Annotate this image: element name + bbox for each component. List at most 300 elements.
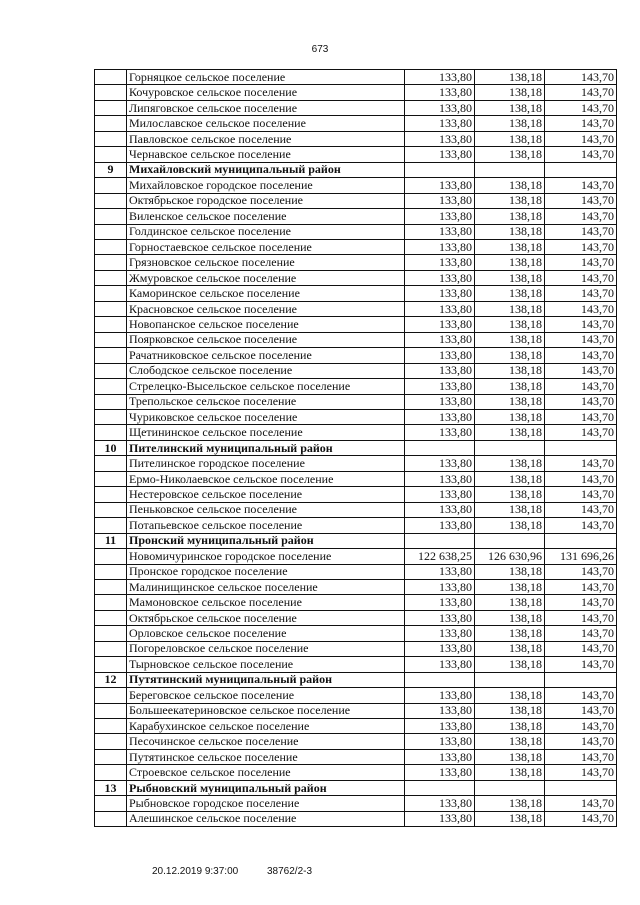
row-number-cell: [95, 518, 127, 533]
value-cell-3: 143,70: [545, 626, 617, 641]
settlement-name-cell: Тырновское сельское поселение: [127, 657, 405, 672]
settlement-row: [95, 239, 617, 254]
settlement-row: [95, 131, 617, 146]
value-cell-2: 138,18: [475, 178, 545, 193]
settlement-row: [95, 70, 617, 85]
value-cell-1: 133,80: [405, 641, 475, 656]
settlement-row: [95, 332, 617, 347]
settlement-row: [95, 626, 617, 641]
row-number-cell: [95, 765, 127, 780]
value-cell-3: 143,70: [545, 147, 617, 162]
value-cell-3: 143,70: [545, 394, 617, 409]
settlement-name-cell: Октябрьское сельское поселение: [127, 610, 405, 625]
settlement-row: [95, 549, 617, 564]
row-number-cell: [95, 425, 127, 440]
settlement-row: [95, 224, 617, 239]
settlement-name-cell: Пеньковское сельское поселение: [127, 502, 405, 517]
settlement-name-cell: Поярковское сельское поселение: [127, 332, 405, 347]
row-number-cell: [95, 270, 127, 285]
settlement-row: [95, 178, 617, 193]
value-cell-3: [545, 780, 617, 795]
settlement-row: [95, 641, 617, 656]
value-cell-2: 138,18: [475, 286, 545, 301]
settlement-row: [95, 749, 617, 764]
row-number-cell: [95, 719, 127, 734]
settlement-row: [95, 719, 617, 734]
row-number-cell: [95, 641, 127, 656]
row-number-cell: [95, 703, 127, 718]
row-number-cell: [95, 394, 127, 409]
row-number-cell: [95, 688, 127, 703]
settlement-row: [95, 100, 617, 115]
settlement-name-cell: Алешинское сельское поселение: [127, 811, 405, 826]
settlement-name-cell: Виленское сельское поселение: [127, 209, 405, 224]
value-cell-2: 138,18: [475, 688, 545, 703]
settlement-name-cell: Новомичуринское городское поселение: [127, 549, 405, 564]
value-cell-1: 133,80: [405, 348, 475, 363]
settlement-name-cell: Грязновское сельское поселение: [127, 255, 405, 270]
value-cell-1: 133,80: [405, 239, 475, 254]
value-cell-2: 138,18: [475, 734, 545, 749]
settlement-row: [95, 657, 617, 672]
row-number-cell: [95, 301, 127, 316]
value-cell-1: 133,80: [405, 564, 475, 579]
value-cell-1: 133,80: [405, 255, 475, 270]
value-cell-2: 138,18: [475, 502, 545, 517]
value-cell-3: 143,70: [545, 209, 617, 224]
settlement-name-cell: Ермо-Николаевское сельское поселение: [127, 471, 405, 486]
value-cell-2: 138,18: [475, 641, 545, 656]
settlement-name-cell: Слободское сельское поселение: [127, 363, 405, 378]
value-cell-1: 133,80: [405, 502, 475, 517]
row-number-cell: [95, 332, 127, 347]
settlement-row: [95, 209, 617, 224]
value-cell-3: 143,70: [545, 471, 617, 486]
value-cell-1: 133,80: [405, 610, 475, 625]
settlement-name-cell: Горностаевское сельское поселение: [127, 239, 405, 254]
settlement-row: [95, 502, 617, 517]
row-number-cell: 13: [95, 780, 127, 795]
value-cell-2: [475, 440, 545, 455]
value-cell-3: 143,70: [545, 765, 617, 780]
value-cell-2: 138,18: [475, 239, 545, 254]
value-cell-2: 138,18: [475, 131, 545, 146]
value-cell-3: 143,70: [545, 286, 617, 301]
value-cell-1: 133,80: [405, 178, 475, 193]
value-cell-2: [475, 780, 545, 795]
value-cell-1: 133,80: [405, 425, 475, 440]
settlement-row: [95, 518, 617, 533]
value-cell-2: [475, 162, 545, 177]
settlement-row: [95, 255, 617, 270]
settlement-row: [95, 286, 617, 301]
value-cell-1: [405, 780, 475, 795]
settlement-name-cell: Пителинское городское поселение: [127, 456, 405, 471]
value-cell-2: [475, 672, 545, 687]
settlement-name-cell: Милославское сельское поселение: [127, 116, 405, 131]
value-cell-1: 133,80: [405, 116, 475, 131]
value-cell-3: 143,70: [545, 100, 617, 115]
settlement-row: [95, 394, 617, 409]
value-cell-3: 143,70: [545, 317, 617, 332]
settlement-name-cell: Октябрьское городское поселение: [127, 193, 405, 208]
value-cell-3: 143,70: [545, 255, 617, 270]
settlement-name-cell: Малинищинское сельское поселение: [127, 579, 405, 594]
value-cell-1: 133,80: [405, 70, 475, 85]
settlement-name-cell: Береговское сельское поселение: [127, 688, 405, 703]
value-cell-2: 138,18: [475, 564, 545, 579]
settlement-row: [95, 579, 617, 594]
value-cell-2: 138,18: [475, 409, 545, 424]
value-cell-1: 133,80: [405, 301, 475, 316]
value-cell-1: 133,80: [405, 224, 475, 239]
value-cell-2: 138,18: [475, 301, 545, 316]
row-number-cell: [95, 286, 127, 301]
row-number-cell: [95, 549, 127, 564]
value-cell-2: 138,18: [475, 394, 545, 409]
settlement-row: [95, 116, 617, 131]
value-cell-3: 131 696,26: [545, 549, 617, 564]
row-number-cell: [95, 348, 127, 363]
value-cell-3: 143,70: [545, 579, 617, 594]
value-cell-1: 133,80: [405, 657, 475, 672]
value-cell-2: 138,18: [475, 487, 545, 502]
value-cell-3: [545, 672, 617, 687]
row-number-cell: [95, 193, 127, 208]
value-cell-2: 138,18: [475, 749, 545, 764]
value-cell-2: 138,18: [475, 811, 545, 826]
value-cell-3: 143,70: [545, 703, 617, 718]
value-cell-3: 143,70: [545, 301, 617, 316]
row-number-cell: [95, 70, 127, 85]
settlement-name-cell: Чуриковское сельское поселение: [127, 409, 405, 424]
value-cell-1: [405, 162, 475, 177]
settlement-name-cell: Стрелецко-Высельское сельское поселение: [127, 379, 405, 394]
settlement-name-cell: Липяговское сельское поселение: [127, 100, 405, 115]
value-cell-3: 143,70: [545, 811, 617, 826]
row-number-cell: [95, 131, 127, 146]
settlement-row: [95, 301, 617, 316]
value-cell-2: 138,18: [475, 579, 545, 594]
row-number-cell: 9: [95, 162, 127, 177]
settlement-row: [95, 379, 617, 394]
value-cell-2: 138,18: [475, 317, 545, 332]
value-cell-2: 138,18: [475, 100, 545, 115]
row-number-cell: [95, 657, 127, 672]
value-cell-1: 133,80: [405, 796, 475, 811]
value-cell-1: 133,80: [405, 100, 475, 115]
settlement-row: [95, 363, 617, 378]
settlement-name-cell: Каморинское сельское поселение: [127, 286, 405, 301]
value-cell-2: 138,18: [475, 796, 545, 811]
value-cell-2: 138,18: [475, 363, 545, 378]
settlement-row: [95, 425, 617, 440]
row-number-cell: 10: [95, 440, 127, 455]
value-cell-2: 138,18: [475, 703, 545, 718]
value-cell-1: 133,80: [405, 147, 475, 162]
row-number-cell: [95, 471, 127, 486]
settlement-row: [95, 456, 617, 471]
row-number-cell: [95, 147, 127, 162]
value-cell-1: 133,80: [405, 85, 475, 100]
value-cell-2: 138,18: [475, 456, 545, 471]
settlement-name-cell: Чернавское сельское поселение: [127, 147, 405, 162]
district-name-cell: Пронский муниципальный район: [127, 533, 405, 548]
settlement-row: [95, 193, 617, 208]
value-cell-2: 138,18: [475, 270, 545, 285]
settlement-row: [95, 734, 617, 749]
value-cell-3: 143,70: [545, 487, 617, 502]
value-cell-3: 143,70: [545, 131, 617, 146]
value-cell-3: 143,70: [545, 239, 617, 254]
footer-doc-id: 38762/2-3: [266, 866, 313, 877]
value-cell-3: 143,70: [545, 734, 617, 749]
settlement-row: [95, 85, 617, 100]
value-cell-3: 143,70: [545, 796, 617, 811]
row-number-cell: [95, 579, 127, 594]
row-number-cell: [95, 811, 127, 826]
value-cell-3: 143,70: [545, 688, 617, 703]
value-cell-2: 138,18: [475, 425, 545, 440]
row-number-cell: [95, 85, 127, 100]
value-cell-1: 133,80: [405, 193, 475, 208]
row-number-cell: 11: [95, 533, 127, 548]
settlement-name-cell: Песочинское сельское поселение: [127, 734, 405, 749]
value-cell-1: 133,80: [405, 270, 475, 285]
settlement-name-cell: Большеекатериновское сельское поселение: [127, 703, 405, 718]
value-cell-1: [405, 440, 475, 455]
value-cell-3: 143,70: [545, 193, 617, 208]
settlement-name-cell: Потапьевское сельское поселение: [127, 518, 405, 533]
value-cell-3: [545, 162, 617, 177]
value-cell-3: 143,70: [545, 456, 617, 471]
value-cell-2: 138,18: [475, 379, 545, 394]
value-cell-3: 143,70: [545, 270, 617, 285]
value-cell-1: [405, 672, 475, 687]
value-cell-3: 143,70: [545, 332, 617, 347]
district-header-row: [95, 440, 617, 455]
value-cell-2: 138,18: [475, 765, 545, 780]
district-header-row: [95, 533, 617, 548]
value-cell-2: 138,18: [475, 332, 545, 347]
value-cell-1: 133,80: [405, 688, 475, 703]
value-cell-1: 133,80: [405, 811, 475, 826]
row-number-cell: [95, 209, 127, 224]
settlement-row: [95, 595, 617, 610]
row-number-cell: [95, 595, 127, 610]
row-number-cell: 12: [95, 672, 127, 687]
row-number-cell: [95, 100, 127, 115]
value-cell-1: [405, 533, 475, 548]
value-cell-1: 133,80: [405, 363, 475, 378]
settlement-row: [95, 409, 617, 424]
value-cell-3: 143,70: [545, 564, 617, 579]
footer: [152, 866, 312, 877]
value-cell-2: [475, 533, 545, 548]
settlement-row: [95, 270, 617, 285]
value-cell-3: 143,70: [545, 425, 617, 440]
value-cell-2: 138,18: [475, 595, 545, 610]
value-cell-3: [545, 533, 617, 548]
district-header-row: [95, 780, 617, 795]
settlement-row: [95, 564, 617, 579]
tariff-table: [94, 69, 617, 827]
page-number: 673: [311, 44, 329, 55]
row-number-cell: [95, 734, 127, 749]
row-number-cell: [95, 317, 127, 332]
value-cell-1: 133,80: [405, 579, 475, 594]
settlement-row: [95, 610, 617, 625]
value-cell-3: 143,70: [545, 85, 617, 100]
value-cell-2: 138,18: [475, 147, 545, 162]
value-cell-2: 138,18: [475, 255, 545, 270]
value-cell-2: 138,18: [475, 85, 545, 100]
value-cell-1: 133,80: [405, 379, 475, 394]
district-header-row: [95, 162, 617, 177]
value-cell-2: 138,18: [475, 471, 545, 486]
row-number-cell: [95, 363, 127, 378]
value-cell-2: 138,18: [475, 348, 545, 363]
settlement-name-cell: Орловское сельское поселение: [127, 626, 405, 641]
value-cell-1: 133,80: [405, 131, 475, 146]
settlement-name-cell: Строевское сельское поселение: [127, 765, 405, 780]
value-cell-3: 143,70: [545, 224, 617, 239]
value-cell-3: 143,70: [545, 348, 617, 363]
row-number-cell: [95, 502, 127, 517]
settlement-name-cell: Михайловское городское поселение: [127, 178, 405, 193]
value-cell-2: 138,18: [475, 518, 545, 533]
value-cell-1: 133,80: [405, 595, 475, 610]
value-cell-3: 143,70: [545, 657, 617, 672]
value-cell-2: 138,18: [475, 719, 545, 734]
value-cell-1: 133,80: [405, 765, 475, 780]
value-cell-1: 133,80: [405, 703, 475, 718]
settlement-name-cell: Новопанское сельское поселение: [127, 317, 405, 332]
settlement-name-cell: Погореловское сельское поселение: [127, 641, 405, 656]
value-cell-1: 133,80: [405, 409, 475, 424]
district-header-row: [95, 672, 617, 687]
settlement-row: [95, 147, 617, 162]
value-cell-3: 143,70: [545, 610, 617, 625]
settlement-name-cell: Павловское сельское поселение: [127, 131, 405, 146]
row-number-cell: [95, 487, 127, 502]
settlement-name-cell: Жмуровское сельское поселение: [127, 270, 405, 285]
value-cell-3: 143,70: [545, 719, 617, 734]
value-cell-1: 133,80: [405, 332, 475, 347]
settlement-name-cell: Кочуровское сельское поселение: [127, 85, 405, 100]
value-cell-1: 133,80: [405, 734, 475, 749]
district-name-cell: Михайловский муниципальный район: [127, 162, 405, 177]
value-cell-2: 138,18: [475, 209, 545, 224]
settlement-row: [95, 688, 617, 703]
value-cell-3: 143,70: [545, 178, 617, 193]
value-cell-3: 143,70: [545, 518, 617, 533]
value-cell-2: 138,18: [475, 224, 545, 239]
settlement-name-cell: Карабухинское сельское поселение: [127, 719, 405, 734]
value-cell-1: 122 638,25: [405, 549, 475, 564]
value-cell-3: 143,70: [545, 641, 617, 656]
settlement-row: [95, 487, 617, 502]
value-cell-3: [545, 440, 617, 455]
settlement-name-cell: Нестеровское сельское поселение: [127, 487, 405, 502]
value-cell-1: 133,80: [405, 719, 475, 734]
value-cell-1: 133,80: [405, 487, 475, 502]
value-cell-2: 138,18: [475, 610, 545, 625]
row-number-cell: [95, 749, 127, 764]
settlement-name-cell: Рачатниковское сельское поселение: [127, 348, 405, 363]
row-number-cell: [95, 409, 127, 424]
row-number-cell: [95, 224, 127, 239]
value-cell-3: 143,70: [545, 502, 617, 517]
value-cell-3: 143,70: [545, 70, 617, 85]
settlement-row: [95, 471, 617, 486]
value-cell-1: 133,80: [405, 518, 475, 533]
settlement-name-cell: Красновское сельское поселение: [127, 301, 405, 316]
value-cell-3: 143,70: [545, 379, 617, 394]
value-cell-1: 133,80: [405, 471, 475, 486]
value-cell-1: 133,80: [405, 749, 475, 764]
settlement-row: [95, 703, 617, 718]
settlement-row: [95, 811, 617, 826]
row-number-cell: [95, 178, 127, 193]
settlement-name-cell: Путятинское сельское поселение: [127, 749, 405, 764]
district-name-cell: Пителинский муниципальный район: [127, 440, 405, 455]
row-number-cell: [95, 255, 127, 270]
settlement-row: [95, 765, 617, 780]
settlement-name-cell: Пронское городское поселение: [127, 564, 405, 579]
value-cell-1: 133,80: [405, 626, 475, 641]
value-cell-2: 138,18: [475, 193, 545, 208]
value-cell-1: 133,80: [405, 209, 475, 224]
tariff-table-body: [95, 70, 617, 827]
footer-datetime: 20.12.2019 9:37:00: [152, 866, 239, 877]
district-name-cell: Путятинский муниципальный район: [127, 672, 405, 687]
value-cell-2: 138,18: [475, 626, 545, 641]
value-cell-3: 143,70: [545, 363, 617, 378]
settlement-row: [95, 317, 617, 332]
row-number-cell: [95, 626, 127, 641]
row-number-cell: [95, 796, 127, 811]
value-cell-1: 133,80: [405, 394, 475, 409]
value-cell-3: 143,70: [545, 749, 617, 764]
value-cell-1: 133,80: [405, 317, 475, 332]
row-number-cell: [95, 239, 127, 254]
settlement-name-cell: Щетининское сельское поселение: [127, 425, 405, 440]
settlement-name-cell: Горняцкое сельское поселение: [127, 70, 405, 85]
settlement-name-cell: Голдинское сельское поселение: [127, 224, 405, 239]
value-cell-2: 138,18: [475, 70, 545, 85]
settlement-name-cell: Трепольское сельское поселение: [127, 394, 405, 409]
settlement-name-cell: Мамоновское сельское поселение: [127, 595, 405, 610]
settlement-row: [95, 796, 617, 811]
value-cell-2: 126 630,96: [475, 549, 545, 564]
value-cell-1: 133,80: [405, 456, 475, 471]
row-number-cell: [95, 456, 127, 471]
settlement-name-cell: Рыбновское городское поселение: [127, 796, 405, 811]
value-cell-1: 133,80: [405, 286, 475, 301]
value-cell-3: 143,70: [545, 116, 617, 131]
settlement-row: [95, 348, 617, 363]
row-number-cell: [95, 379, 127, 394]
value-cell-3: 143,70: [545, 409, 617, 424]
row-number-cell: [95, 564, 127, 579]
value-cell-3: 143,70: [545, 595, 617, 610]
value-cell-2: 138,18: [475, 116, 545, 131]
row-number-cell: [95, 610, 127, 625]
row-number-cell: [95, 116, 127, 131]
value-cell-2: 138,18: [475, 657, 545, 672]
district-name-cell: Рыбновский муниципальный район: [127, 780, 405, 795]
